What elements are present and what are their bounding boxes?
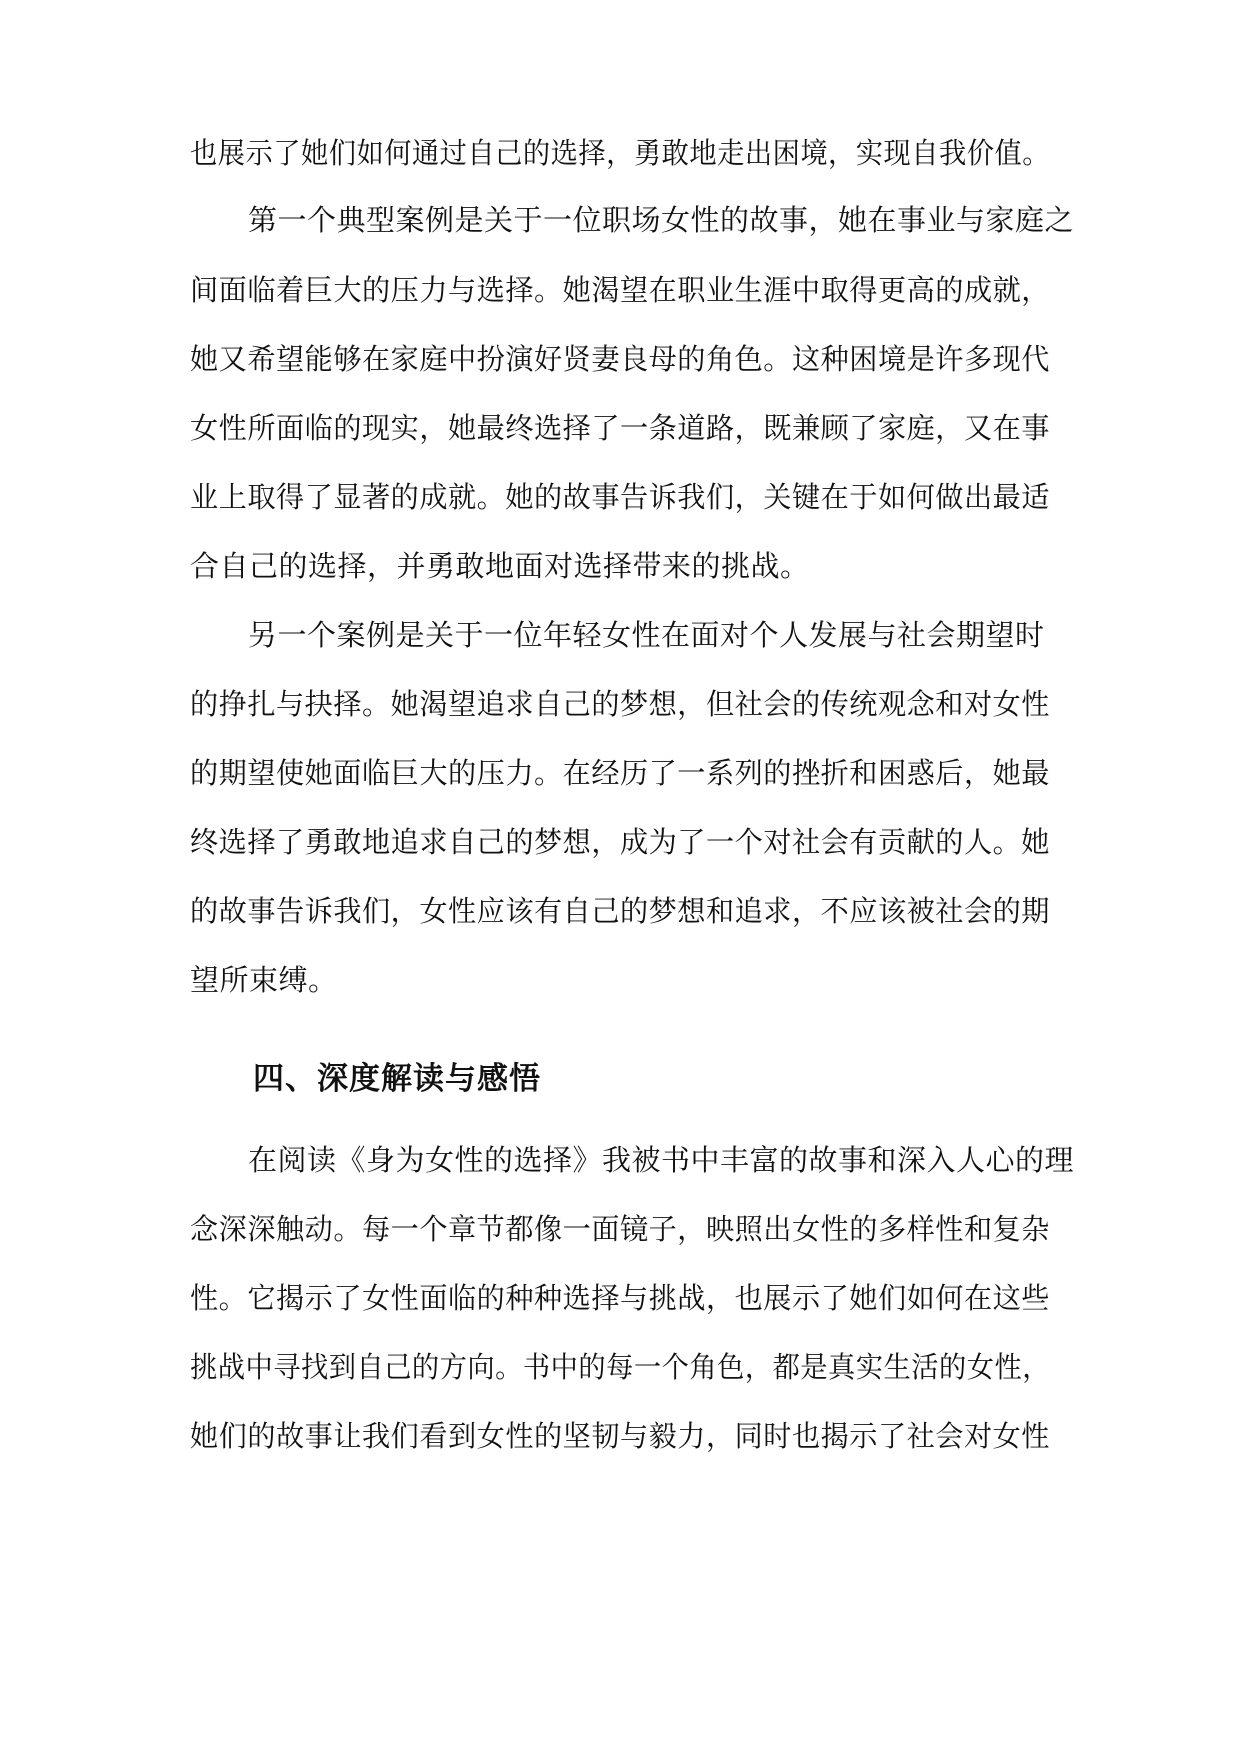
paragraph-line: 另一个案例是关于一位年轻女性在面对个人发展与社会期望时	[248, 618, 1045, 652]
paragraph-line: 的故事告诉我们，女性应该有自己的梦想和追求，不应该被社会的期	[190, 894, 1050, 928]
paragraph-line: 第一个典型案例是关于一位职场女性的故事，她在事业与家庭之	[248, 203, 1075, 237]
paragraph-line: 性。它揭示了女性面临的种种选择与挑战，也展示了她们如何在这些	[190, 1281, 1050, 1315]
paragraph-line: 也展示了她们如何通过自己的选择，勇敢地走出困境，实现自我价值。	[190, 136, 1051, 170]
paragraph-line: 的期望使她面临巨大的压力。在经历了一系列的挫折和困惑后，她最	[190, 756, 1050, 790]
paragraph-line: 在阅读《身为女性的选择》我被书中丰富的故事和深入人心的理	[248, 1143, 1075, 1177]
paragraph-line: 念深深触动。每一个章节都像一面镜子，映照出女性的多样性和复杂	[190, 1212, 1050, 1246]
paragraph-line: 业上取得了显著的成就。她的故事告诉我们，关键在于如何做出最适	[190, 480, 1050, 514]
paragraph-line: 间面临着巨大的压力与选择。她渴望在职业生涯中取得更高的成就，	[190, 273, 1050, 307]
paragraph-line: 她又希望能够在家庭中扮演好贤妻良母的角色。这种困境是许多现代	[190, 342, 1050, 376]
paragraph-line: 挑战中寻找到自己的方向。书中的每一个角色，都是真实生活的女性，	[190, 1350, 1051, 1384]
paragraph-line: 终选择了勇敢地追求自己的梦想，成为了一个对社会有贡献的人。她	[190, 825, 1050, 859]
paragraph-line: 合自己的选择，并勇敢地面对选择带来的挑战。	[190, 549, 810, 583]
paragraph-line: 的挣扎与抉择。她渴望追求自己的梦想，但社会的传统观念和对女性	[190, 687, 1050, 721]
paragraph-line: 望所束缚。	[190, 963, 338, 997]
section-heading: 四、深度解读与感悟	[253, 1061, 541, 1097]
paragraph-line: 她们的故事让我们看到女性的坚韧与毅力，同时也揭示了社会对女性	[190, 1419, 1050, 1453]
paragraph-line: 女性所面临的现实，她最终选择了一条道路，既兼顾了家庭，又在事	[190, 411, 1050, 445]
